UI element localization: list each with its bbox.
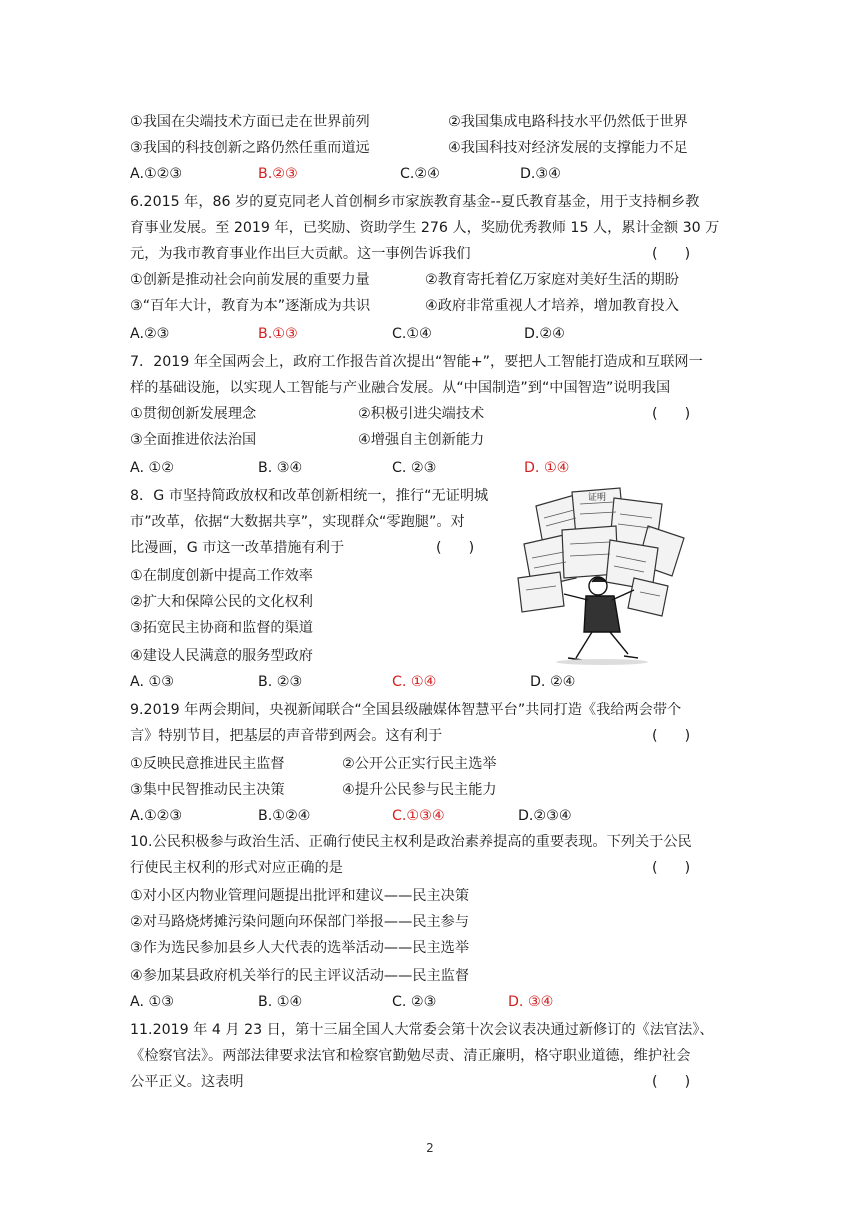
q8-choice-d: D. ②④ (530, 674, 576, 690)
q5-choice-a: A.①②③ (130, 166, 183, 182)
q7-answer-bracket: ( ) (652, 406, 691, 422)
q9-answer-bracket: ( ) (652, 728, 691, 744)
q10-option-2: ②对马路烧烤摊污染问题向环保部门举报——民主参与 (130, 914, 470, 930)
q8-option-2: ②扩大和保障公民的文化权利 (130, 594, 313, 610)
page-number: 2 (426, 1141, 434, 1155)
q7-option-1: ①贯彻创新发展理念 (130, 406, 257, 422)
q8-option-3: ③拓宽民主协商和监督的渠道 (130, 620, 313, 636)
q5-choice-c: C.②④ (400, 166, 440, 182)
q7-stem-line-1: 7．2019 年全国两会上，政府工作报告首次提出“智能+”，要把人工智能打造成和互联网一 (130, 354, 703, 370)
q7-option-3: ③全面推进依法治国 (130, 432, 257, 448)
q9-option-2: ②公开公正实行民主选举 (342, 756, 497, 772)
q6-choice-d: D.②④ (524, 326, 565, 342)
q7-stem-line-2: 样的基础设施，以实现人工智能与产业融合发展。从“中国制造”到“中国智造”说明我国 (130, 380, 671, 396)
q6-option-1: ①创新是推动社会向前发展的重要力量 (130, 272, 370, 288)
q10-choice-d-answer: D. ③④ (508, 994, 554, 1010)
q6-option-3: ③“百年大计，教育为本”逐渐成为共识 (130, 298, 371, 314)
q5-option-2: ②我国集成电路科技水平仍然低于世界 (448, 114, 688, 130)
q6-stem-line-3: 元，为我市教育事业作出巨大贡献。这一事例告诉我们 (130, 246, 471, 262)
q5-option-1: ①我国在尖端技术方面已走在世界前列 (130, 114, 370, 130)
q9-choice-d: D.②③④ (518, 808, 572, 824)
q10-answer-bracket: ( ) (652, 860, 691, 876)
certificate-label: 证明 (588, 493, 607, 503)
q8-answer-bracket: ( ) (436, 540, 475, 556)
certificate-burden-cartoon (516, 486, 688, 666)
q10-option-3: ③作为选民参加县乡人大代表的选举活动——民主选举 (130, 940, 470, 956)
q9-choice-a: A.①②③ (130, 808, 183, 824)
q6-stem-line-1: 6.2015 年，86 岁的夏克同老人首创桐乡市家族教育基金--夏氏教育基金，用于支持桐乡教 (130, 194, 700, 210)
q6-choice-a: A.②③ (130, 326, 170, 342)
q8-option-1: ①在制度创新中提高工作效率 (130, 568, 313, 584)
q9-option-4: ④提升公民参与民主能力 (342, 782, 497, 798)
q7-choice-d-answer: D. ①④ (524, 460, 570, 476)
q7-choice-a: A. ①② (130, 460, 174, 476)
q10-option-4: ④参加某县政府机关举行的民主评议活动——民主监督 (130, 968, 470, 984)
q5-choice-b-answer: B.②③ (258, 166, 298, 182)
q8-choice-a: A. ①③ (130, 674, 174, 690)
q10-option-1: ①对小区内物业管理问题提出批评和建议——民主决策 (130, 888, 470, 904)
q9-option-3: ③集中民智推动民主决策 (130, 782, 285, 798)
q10-choice-b: B. ①④ (258, 994, 303, 1010)
q10-choice-c: C. ②③ (392, 994, 437, 1010)
q10-choice-a: A. ①③ (130, 994, 174, 1010)
q9-stem-line-1: 9.2019 年两会期间，央视新闻联合“全国县级融媒体智慧平台”共同打造《我给两会带个 (130, 702, 682, 718)
q7-option-4: ④增强自主创新能力 (358, 432, 485, 448)
q11-stem-line-2: 《检察官法》。两部法律要求法官和检察官勤勉尽责、清正廉明，格守职业道德，维护社会 (130, 1048, 691, 1064)
q9-choice-c-answer: C.①③④ (392, 808, 445, 824)
q10-stem-line-2: 行使民主权利的形式对应正确的是 (130, 860, 343, 876)
q11-stem-line-1: 11.2019 年 4 月 23 日，第十三届全国人大常委会第十次会议表决通过新修订的《法官法》、 (130, 1022, 714, 1038)
q6-option-2: ②教育寄托着亿万家庭对美好生活的期盼 (425, 272, 679, 288)
q11-answer-bracket: ( ) (652, 1074, 691, 1090)
q9-choice-b: B.①②④ (258, 808, 311, 824)
q10-stem-line-1: 10.公民积极参与政治生活、正确行使民主权利是政治素养提高的重要表现。下列关于公民 (130, 834, 692, 850)
q8-choice-b: B. ②③ (258, 674, 303, 690)
q8-stem-line-1: 8．G 市坚持简政放权和改革创新相统一，推行“无证明城 (130, 488, 489, 504)
q9-option-1: ①反映民意推进民主监督 (130, 756, 285, 772)
q7-choice-b: B. ③④ (258, 460, 303, 476)
q5-option-4: ④我国科技对经济发展的支撑能力不足 (448, 140, 688, 156)
q6-choice-b-answer: B.①③ (258, 326, 298, 342)
q8-choice-c-answer: C. ①④ (392, 674, 437, 690)
q5-choice-d: D.③④ (520, 166, 561, 182)
q6-answer-bracket: ( ) (652, 246, 691, 262)
q8-stem-line-3: 比漫画，G 市这一改革措施有利于 (130, 540, 345, 556)
q9-stem-line-2: 言》特别节目，把基层的声音带到两会。这有利于 (130, 728, 443, 744)
q8-option-4: ④建设人民满意的服务型政府 (130, 648, 313, 664)
q6-stem-line-2: 育事业发展。至 2019 年，已奖励、资助学生 276 人，奖励优秀教师 15 人，累计金额 30 万 (130, 220, 720, 236)
q5-option-3: ③我国的科技创新之路仍然任重而道远 (130, 140, 370, 156)
q7-choice-c: C. ②③ (392, 460, 437, 476)
q6-option-4: ④政府非常重视人才培养，增加教育投入 (425, 298, 679, 314)
q8-stem-line-2: 市”改革，依据“大数据共享”，实现群众“零跑腿”。对 (130, 514, 465, 530)
q7-option-2: ②积极引进尖端技术 (358, 406, 485, 422)
q6-choice-c: C.①④ (392, 326, 432, 342)
q11-stem-line-3: 公平正义。这表明 (130, 1074, 244, 1090)
